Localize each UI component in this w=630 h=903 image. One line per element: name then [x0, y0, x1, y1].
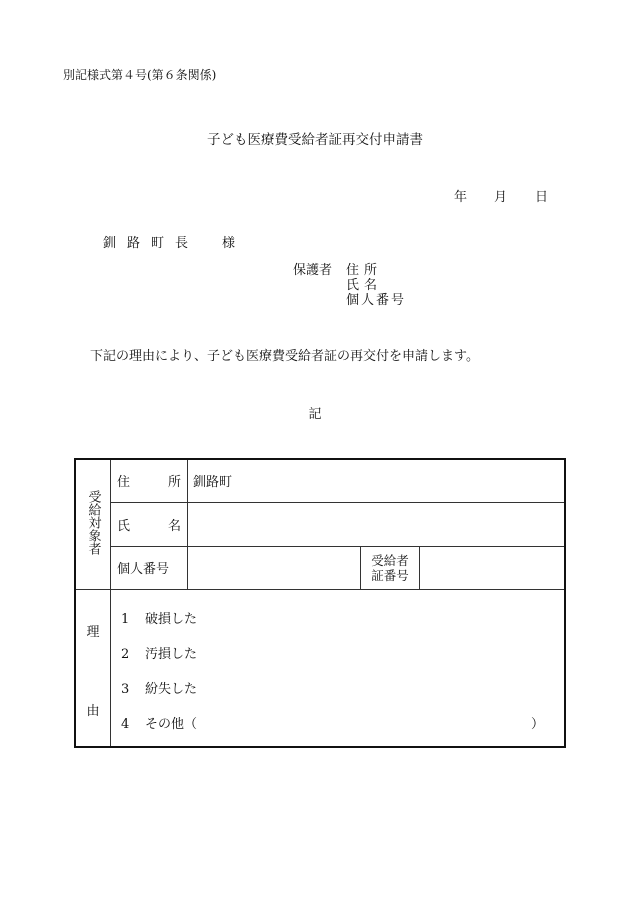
reason-label-cell	[75, 589, 111, 747]
application-form-table	[74, 458, 566, 748]
applicant-name-label: 氏名	[346, 278, 383, 293]
name-label-cell	[111, 502, 188, 546]
address-label-2: 所	[167, 475, 181, 491]
id-label-cell	[111, 546, 188, 589]
address-value: 釧路町	[193, 475, 233, 491]
cert-label-2: 証番号	[371, 567, 409, 583]
name-row	[75, 502, 565, 546]
date-day-label: 日	[535, 190, 549, 205]
reason-option-soiled[interactable]: 2 汚損した	[121, 646, 198, 662]
addressee-honorific: 様	[222, 236, 236, 251]
id-number-field[interactable]	[188, 546, 361, 589]
guardian-label: 保護者	[293, 263, 333, 278]
ki-heading: 記	[308, 407, 322, 422]
id-label: 個人番号	[117, 562, 170, 577]
application-statement: 下記の理由により、子ども医療費受給者証の再交付を申請します。	[90, 349, 479, 364]
applicant-address-label: 住所	[346, 263, 383, 278]
reason-option-damaged[interactable]: 1 破損した	[121, 611, 198, 627]
address-field[interactable]	[188, 459, 566, 502]
date-year-label: 年	[454, 190, 468, 205]
address-row	[75, 459, 565, 502]
id-row	[75, 546, 565, 589]
cert-number-label-cell	[361, 546, 420, 589]
name-label-2: 名	[167, 518, 181, 534]
reason-option-other[interactable]: 4 その他（	[121, 716, 198, 732]
name-field[interactable]	[188, 502, 566, 546]
name-label-1: 氏	[117, 518, 131, 534]
cert-number-field[interactable]	[420, 546, 566, 589]
reason-option-lost[interactable]: 3 紛失した	[121, 681, 198, 697]
addressee-name: 釧路町長	[103, 236, 200, 251]
recipient-section-cell	[75, 459, 111, 589]
reason-label-bottom: 由	[86, 703, 100, 719]
reason-other-close-paren: ）	[531, 716, 545, 732]
document-title: 子ども医療費受給者証再交付申請書	[207, 132, 423, 148]
date-month-label: 月	[494, 190, 508, 205]
applicant-id-label: 個人番号	[346, 293, 407, 308]
address-label-cell	[111, 459, 188, 502]
form-number: 別記様式第４号(第６条関係)	[63, 68, 217, 82]
reason-label-top: 理	[86, 624, 100, 640]
recipient-section-label: 受給対象者	[85, 489, 101, 555]
address-label-1: 住	[117, 475, 131, 491]
cert-label-1: 受給者	[371, 552, 409, 568]
reason-row	[75, 589, 565, 747]
reason-options-cell	[111, 589, 566, 747]
